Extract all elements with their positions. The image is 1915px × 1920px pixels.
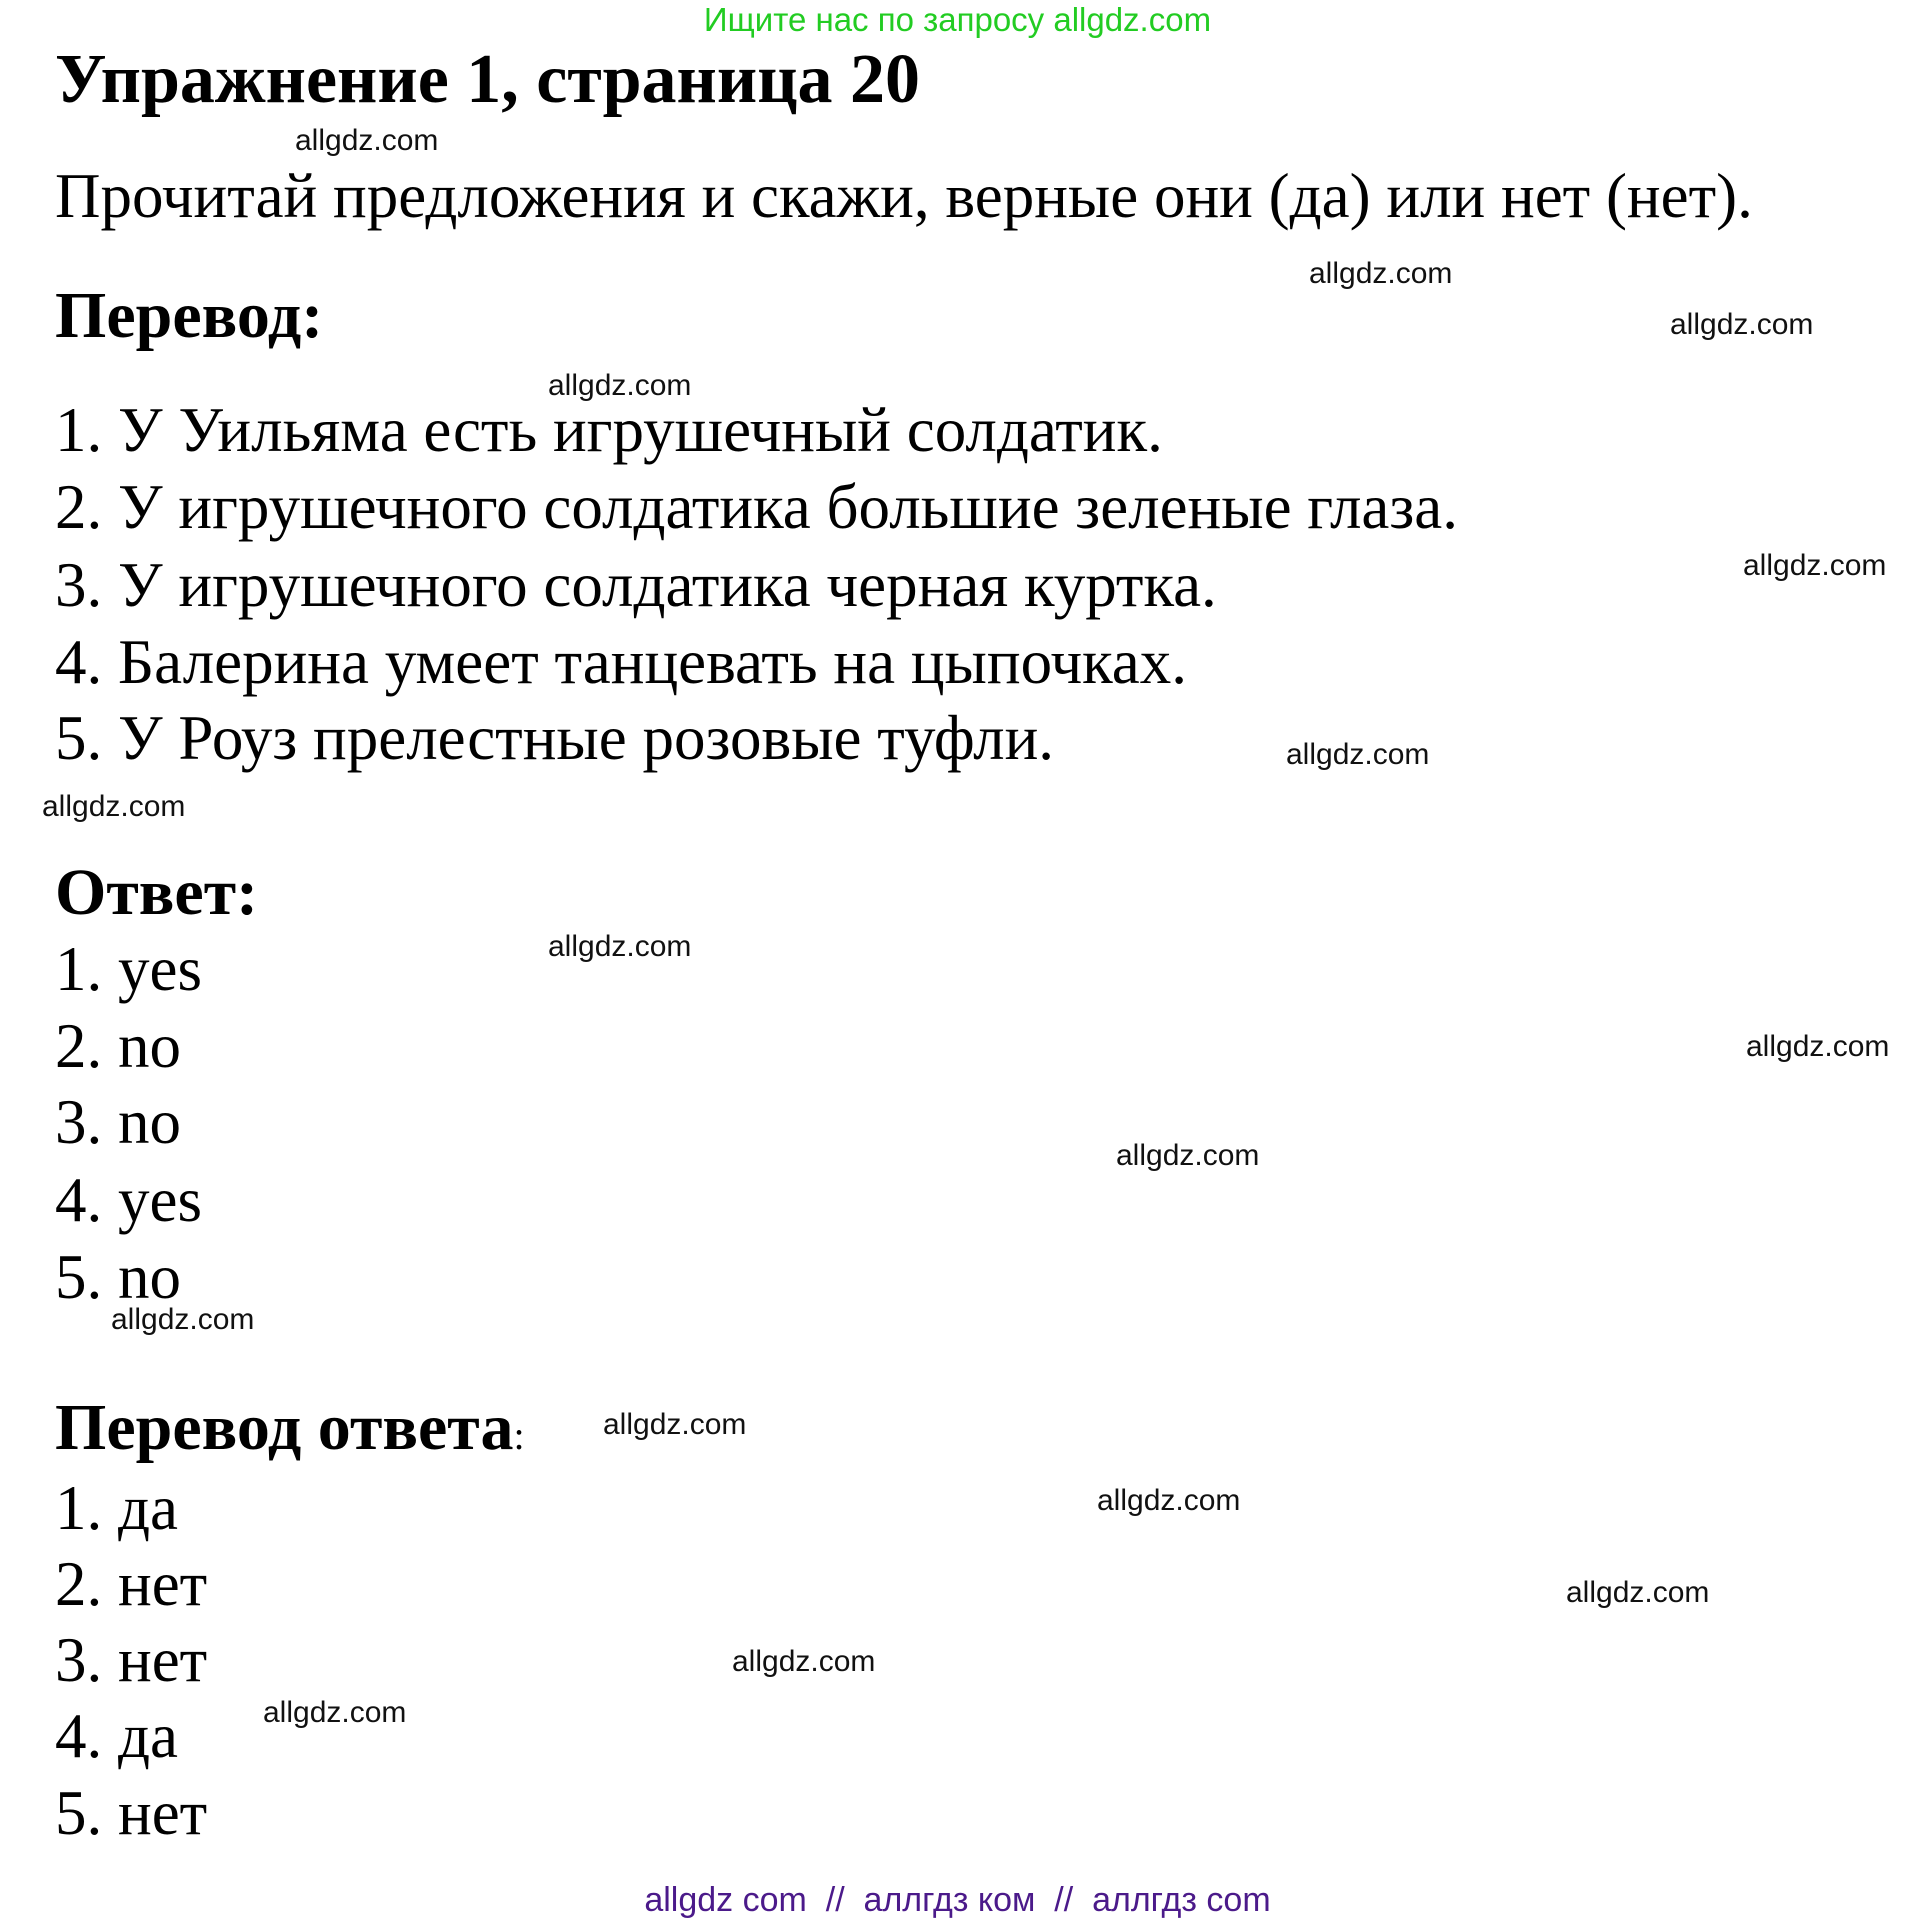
watermark: allgdz.com [548,930,692,963]
watermark: allgdz.com [1309,257,1453,290]
translation-item: 4. Балерина умеет танцевать на цыпочках. [55,627,1188,697]
watermark: allgdz.com [1286,738,1430,771]
search-banner: Ищите нас по запросу allgdz.com [703,1,1212,38]
translation-item: 2. У игрушечного солдатика большие зеленые глаза. [55,472,1458,542]
instruction: Прочитай предложения и скажи, верные они (да) или нет (нет). [55,161,1753,231]
answer-item: 1. yes [55,934,202,1004]
watermark: allgdz.com [732,1645,876,1678]
page-title: Упражнение 1, страница 20 [55,41,921,118]
watermark: allgdz.com [1566,1576,1710,1609]
answer-heading: Ответ: [55,856,259,929]
answer-item: 4. yes [55,1165,202,1235]
heading-colon: : [513,1413,525,1458]
watermark: allgdz.com [1746,1030,1890,1063]
answer-translation-heading-text: Перевод ответа [55,1391,514,1464]
watermark: allgdz.com [111,1303,255,1336]
answer-item: 5. no [55,1242,181,1312]
translation-item: 3. У игрушечного солдатика черная куртка. [55,550,1217,620]
watermark: allgdz.com [42,790,186,823]
answer-translation-item: 5. нет [55,1778,208,1848]
answer-translation-item: 4. да [55,1701,179,1771]
watermark: allgdz.com [548,369,692,402]
answer-translation-heading [55,1392,525,1472]
watermark: allgdz.com [1670,308,1814,341]
answer-translation-item: 2. нет [55,1549,208,1619]
watermark: allgdz.com [1743,549,1887,582]
watermark: allgdz.com [1116,1139,1260,1172]
answer-item: 2. no [55,1011,181,1081]
translation-heading: Перевод: [55,279,324,352]
translation-item: 5. У Роуз прелестные розовые туфли. [55,703,1055,773]
watermark: allgdz.com [603,1408,747,1441]
answer-item: 3. no [55,1087,181,1157]
answer-translation-item: 1. да [55,1473,179,1543]
translation-item: 1. У Уильяма есть игрушечный солдатик. [55,395,1163,465]
watermark: allgdz.com [295,124,439,157]
answer-translation-item: 3. нет [55,1625,208,1695]
watermark: allgdz.com [1097,1484,1241,1517]
watermark: allgdz.com [263,1696,407,1729]
footer-links: allgdz com // аллгдз ком // аллгдз com [644,1881,1271,1919]
